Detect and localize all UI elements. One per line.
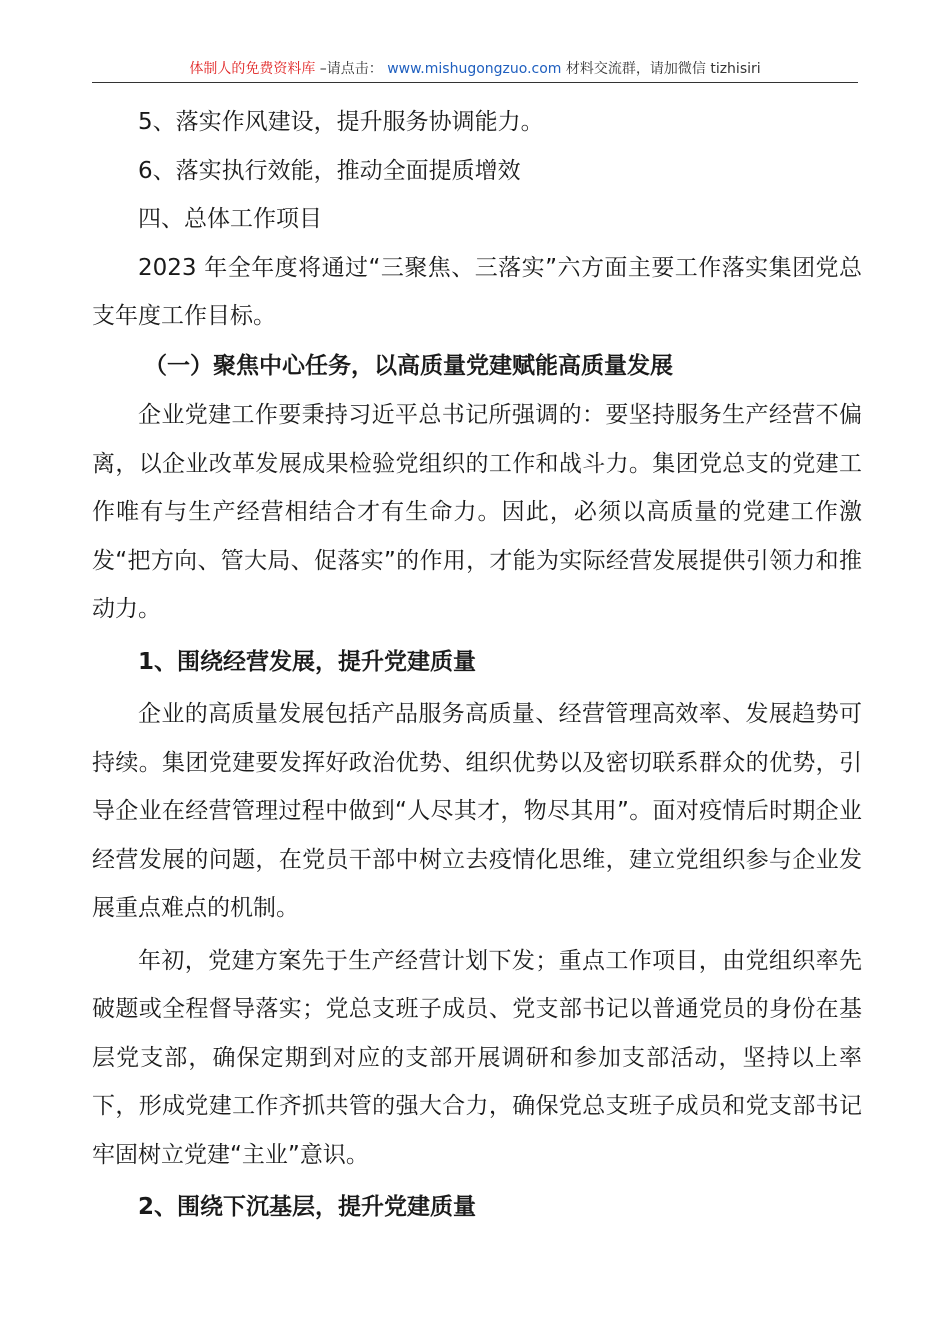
- list-item-6: 6、落实执行效能，推动全面提质增效: [138, 157, 521, 184]
- point-heading-1: 1、围绕经营发展，提升党建质量: [138, 648, 477, 675]
- paragraph-1: 企业党建工作要秉持习近平总书记所强调的：要坚持服务生产经营不偏离，以企业改革发展成果检验党组织的工作和战斗力。集团党总支的党建工作唯有与生产经营相结合才有生命力。因此，必须以高质量的党建工作激发“把方向、管大局、促落实”的作用，才能为实际经营发展提供引领力和推动力。: [92, 402, 862, 622]
- section-heading-4: 四、总体工作项目: [138, 206, 322, 232]
- subsection-heading-1: （一）聚焦中心任务，以高质量党建赋能高质量发展: [144, 352, 673, 379]
- intro-paragraph: 2023 年全年度将通过“三聚焦、三落实”六方面主要工作落实集团党总支年度工作目标。: [92, 254, 862, 329]
- header-prompt: –请点击：: [319, 61, 383, 77]
- page-header: [92, 58, 858, 83]
- header-brand: 体制人的免费资料库: [189, 61, 316, 77]
- paragraph-2: 企业的高质量发展包括产品服务高质量、经营管理高效率、发展趋势可持续。集团党建要发挥好政治优势、组织优势以及密切联系群众的优势，引导企业在经营管理过程中做到“人尽其才，物尽其用”。面对疫情后时期企业经营发展的问题，在党员干部中树立去疫情化思维，建立党组织参与企业发展重点难点的机制。: [92, 701, 862, 921]
- document-body: [92, 98, 862, 1232]
- paragraph-3: 年初，党建方案先于生产经营计划下发；重点工作项目，由党组织率先破题或全程督导落实；党总支班子成员、党支部书记以普通党员的身份在基层党支部，确保定期到对应的支部开展调研和参加支部活动，坚持以上率下，形成党建工作齐抓共管的强大合力，确保党总支班子成员和党支部书记牢固树立党建“主业”意识。: [92, 947, 862, 1168]
- list-item-5: 5、落实作风建设，提升服务协调能力。: [138, 109, 544, 135]
- point-heading-2: 2、围绕下沉基层，提升党建质量: [138, 1194, 477, 1220]
- header-link[interactable]: www.mishugongzuo.com: [387, 61, 562, 77]
- header-tail: 材料交流群，请加微信 tizhisiri: [565, 61, 761, 77]
